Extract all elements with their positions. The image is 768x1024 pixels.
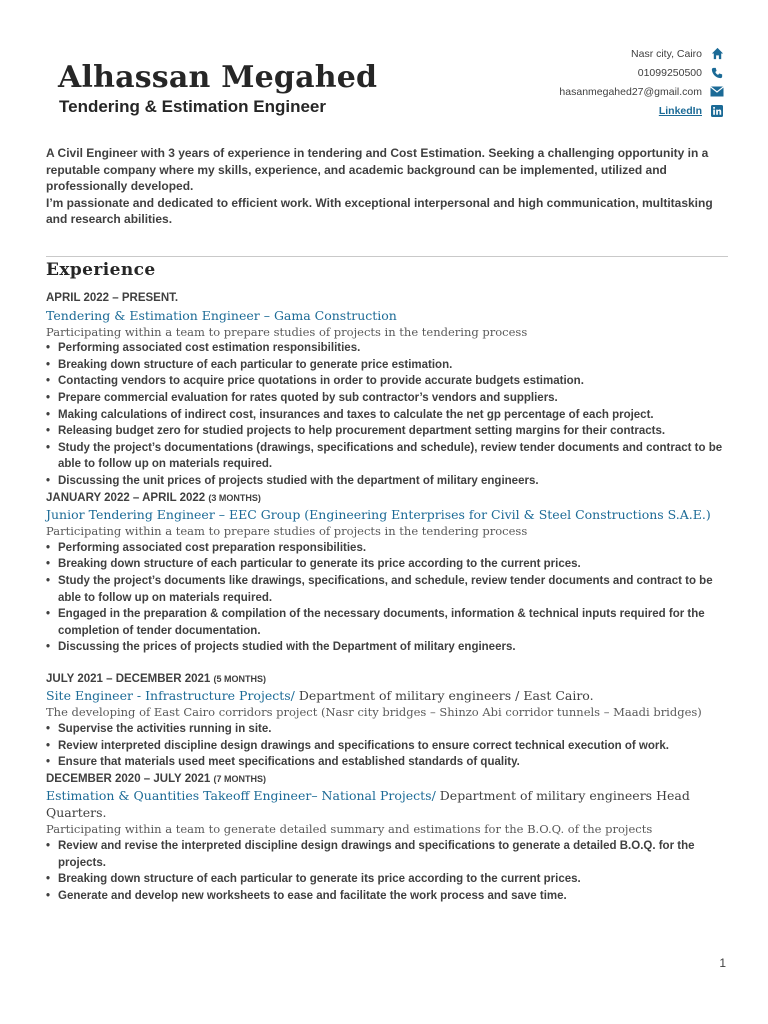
job-duration: (7 MONTHS) xyxy=(213,773,266,784)
contact-email xyxy=(464,82,724,101)
job-date xyxy=(46,490,736,507)
list-item: • Review interpreted discipline design drawings and specifications to ensure correct technical execution of work. xyxy=(46,738,736,755)
job-description: Participating within a team to prepare studies of projects in the tendering process xyxy=(46,524,528,539)
home-icon xyxy=(710,47,724,61)
job-title-text: Estimation & Quantities Takeoff Engineer– National Projects/ xyxy=(46,788,440,804)
profile-summary xyxy=(46,145,730,228)
experience-list xyxy=(46,290,736,904)
contact-address xyxy=(464,44,724,63)
job-bullets xyxy=(46,340,736,489)
job-description: Participating within a team to generate detailed summary and estimations for the B.O.Q. of the projects xyxy=(46,822,653,837)
job-entry-2 xyxy=(46,490,736,656)
phone-icon xyxy=(710,66,724,80)
list-item: • Review and revise the interpreted discipline design drawings and specifications to generate a detailed B.O.Q. for the projects. xyxy=(46,838,736,871)
list-item: • Study the project’s documents like drawings, specifications, and schedule, review tender documents and contract to be able to follow up on materials required. xyxy=(46,573,736,606)
linkedin-link[interactable]: LinkedIn xyxy=(658,104,702,117)
job-bullets xyxy=(46,540,736,656)
summary-paragraph-2: I’m passionate and dedicated to efficient work. With exceptional interpersonal and high communication, multitasking and research abilities. xyxy=(46,195,713,227)
contact-phone xyxy=(464,63,724,82)
job-bullets xyxy=(46,721,736,771)
experience-heading: Experience xyxy=(46,260,156,280)
summary-paragraph-1: A Civil Engineer with 3 years of experience in tendering and Cost Estimation. Seeking a challenging opportunity in a reputable company where my skills, experience, and academic background can be implemented, utilized and professionally developed. xyxy=(46,146,709,194)
job-description: The developing of East Cairo corridors project (Nasr city bridges – Shinzo Abi corridor tunnels – Maadi bridges) xyxy=(46,705,702,720)
job-duration: (5 MONTHS) xyxy=(213,673,266,684)
job-title-text: Tendering & Estimation Engineer – Gama Construction xyxy=(46,307,397,323)
list-item: • Releasing budget zero for studied projects to help procurement department setting margins for their contracts. xyxy=(46,423,736,440)
spacer xyxy=(46,656,736,671)
contact-linkedin[interactable] xyxy=(464,101,724,120)
candidate-role: Tendering & Estimation Engineer xyxy=(59,97,326,116)
job-date-range: DECEMBER 2020 – JULY 2021 xyxy=(46,772,214,785)
linkedin-icon[interactable] xyxy=(710,104,724,118)
job-date xyxy=(46,290,736,307)
section-divider xyxy=(46,256,728,257)
list-item: • Supervise the activities running in site. xyxy=(46,721,736,738)
job-date-range: APRIL 2022 – PRESENT. xyxy=(46,292,179,304)
job-org: Department of military engineers / East Cairo. xyxy=(298,688,594,704)
job-date-range: JANUARY 2022 – APRIL 2022 xyxy=(46,491,209,504)
list-item: • Prepare commercial evaluation for rates quoted by sub contractor’s vendors and suppliers. xyxy=(46,390,736,407)
list-item: • Performing associated cost estimation responsibilities. xyxy=(46,340,736,357)
job-entry-3 xyxy=(46,671,736,771)
list-item: • Making calculations of indirect cost, insurances and taxes to calculate the net gp percentage of each project. xyxy=(46,407,736,424)
job-entry-4 xyxy=(46,771,736,905)
envelope-icon xyxy=(710,85,724,99)
job-entry-1 xyxy=(46,290,736,490)
job-date-range: JULY 2021 – DECEMBER 2021 xyxy=(46,672,214,685)
job-date xyxy=(46,771,736,788)
job-title xyxy=(46,307,736,324)
candidate-name: Alhassan Megahed xyxy=(58,60,378,95)
list-item: • Breaking down structure of each particular to generate its price according to the current prices. xyxy=(46,871,736,888)
job-duration: (3 MONTHS) xyxy=(208,492,261,503)
list-item: • Contacting vendors to acquire price quotations in order to provide accurate budgets estimation. xyxy=(46,373,736,390)
list-item: • Discussing the unit prices of projects studied with the department of military engineers. xyxy=(46,473,736,490)
list-item: • Study the project’s documentations (drawings, specifications and schedule), review tender documents and contract to be able to follow up on materials required. xyxy=(46,440,736,473)
list-item: • Generate and develop new worksheets to ease and facilitate the work process and save time. xyxy=(46,888,736,905)
job-title xyxy=(46,687,736,704)
email-text: hasanmegahed27@gmail.com xyxy=(559,85,702,98)
job-date xyxy=(46,671,736,688)
job-title-text: Junior Tendering Engineer – EEC Group (Engineering Enterprises for Civil & Steel Constructions S.A.E.) xyxy=(46,507,711,523)
contact-block xyxy=(464,44,724,120)
address-text: Nasr city, Cairo xyxy=(631,47,702,60)
job-title-text: Site Engineer - Infrastructure Projects/ xyxy=(46,688,299,704)
job-description: Participating within a team to prepare studies of projects in the tendering process xyxy=(46,324,528,339)
phone-text: 01099250500 xyxy=(637,66,702,79)
list-item: • Performing associated cost preparation responsibilities. xyxy=(46,540,736,557)
job-title xyxy=(46,787,736,821)
list-item: • Breaking down structure of each particular to generate price estimation. xyxy=(46,357,736,374)
page-number: 1 xyxy=(719,956,726,970)
job-bullets xyxy=(46,838,736,904)
list-item: • Engaged in the preparation & compilation of the necessary documents, information & technical inputs required for the completion of tender documentation. xyxy=(46,606,736,639)
list-item: • Ensure that materials used meet specifications and established standards of quality. xyxy=(46,754,736,771)
list-item: • Breaking down structure of each particular to generate its price according to the current prices. xyxy=(46,556,736,573)
list-item: • Discussing the prices of projects studied with the Department of military engineers. xyxy=(46,639,736,656)
job-org: Department of military engineers Head Quarters. xyxy=(46,788,690,821)
job-title xyxy=(46,506,736,523)
